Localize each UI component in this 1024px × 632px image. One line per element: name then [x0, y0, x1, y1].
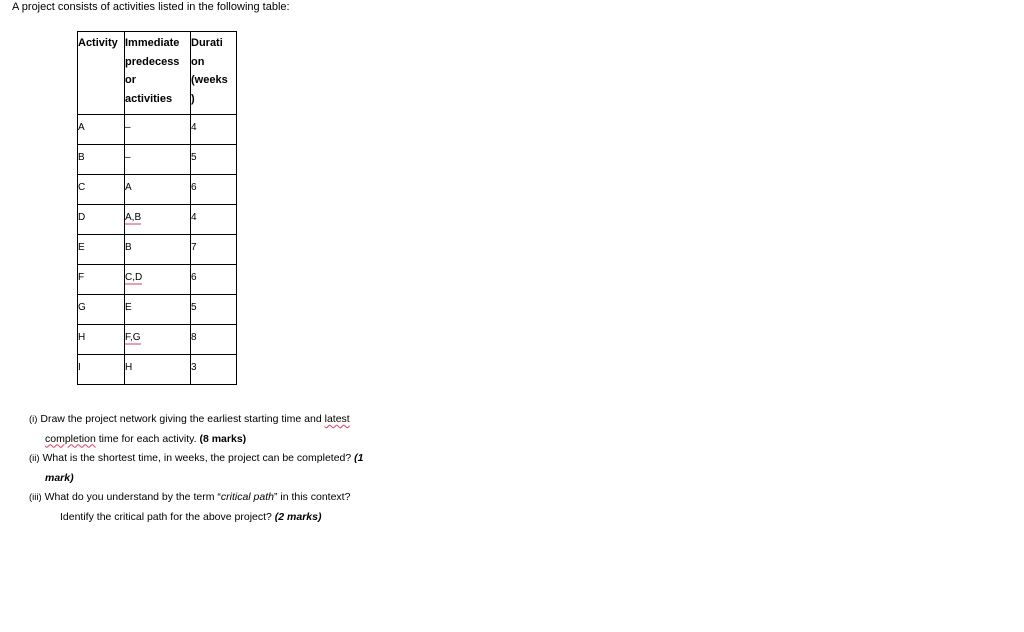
activity-cell-text: B — [78, 152, 85, 163]
table-row — [78, 205, 237, 235]
questions — [29, 410, 364, 527]
duration-cell-text: 8 — [191, 332, 197, 343]
activity-cell-text: G — [78, 302, 86, 313]
duration-cell — [191, 235, 237, 265]
question-2-text: What is the shortest time, in weeks, the project can be completed? — [42, 452, 352, 464]
duration-cell-text: 4 — [191, 212, 197, 223]
header-activity — [78, 32, 125, 115]
activity-cell — [78, 115, 125, 145]
question-3-continued — [29, 508, 364, 528]
question-1-text-end: latest — [324, 413, 350, 425]
activity-cell — [78, 325, 125, 355]
activity-cell-text: H — [78, 332, 86, 343]
activity-cell — [78, 235, 125, 265]
header-duration-line: Durati — [191, 37, 223, 49]
question-2-continued — [29, 469, 364, 489]
activity-cell-text: I — [78, 362, 81, 373]
predecessors-cell — [125, 205, 191, 235]
activity-cell — [78, 145, 125, 175]
question-2-marks-end: mark) — [45, 471, 74, 484]
question-3-text: What do you understand by the term “ — [44, 491, 221, 503]
duration-cell — [191, 115, 237, 145]
table-row — [78, 235, 237, 265]
duration-cell-text: 5 — [191, 302, 197, 313]
question-2 — [29, 449, 364, 469]
duration-cell-text: 4 — [191, 122, 197, 133]
activity-cell — [78, 205, 125, 235]
duration-cell — [191, 325, 237, 355]
header-predecessors-line: or — [125, 74, 136, 86]
question-3-marks: (2 marks) — [274, 510, 322, 523]
predecessors-cell-text: A,B — [125, 212, 142, 223]
activity-cell — [78, 355, 125, 385]
question-3-text-2: Identify the critical path for the above project? — [60, 510, 272, 523]
duration-cell — [191, 205, 237, 235]
activity-cell-text: F — [78, 272, 85, 283]
question-1 — [29, 410, 364, 430]
activity-cell-text: A — [78, 122, 85, 133]
duration-cell — [191, 295, 237, 325]
header-predecessors-line: predecess — [125, 55, 180, 68]
duration-cell — [191, 175, 237, 205]
activity-cell — [78, 265, 125, 295]
activity-cell — [78, 175, 125, 205]
header-duration-line: on — [191, 55, 205, 68]
predecessors-cell — [125, 355, 191, 385]
header-duration-line: ) — [191, 92, 195, 105]
predecessors-cell — [125, 265, 191, 295]
predecessors-cell-text: C,D — [125, 272, 143, 283]
predecessors-cell-text: H — [125, 362, 133, 373]
predecessors-cell-text: A — [125, 182, 132, 193]
predecessors-cell — [125, 145, 191, 175]
predecessors-cell-text: – — [125, 122, 131, 133]
duration-cell — [191, 145, 237, 175]
header-duration-line: (weeks — [191, 74, 228, 86]
question-3-text-end: ” in this context? — [273, 491, 351, 503]
header-predecessors-line: Immediate — [125, 37, 180, 49]
question-1-word: completion — [45, 432, 96, 445]
question-1-text-2: time for each activity. — [98, 432, 197, 445]
duration-cell — [191, 265, 237, 295]
question-1-continued — [29, 430, 364, 450]
predecessors-cell-text: E — [125, 302, 132, 313]
table-row — [78, 265, 237, 295]
table-row — [78, 115, 237, 145]
question-2-numeral: (ii) — [29, 453, 40, 464]
table-header-row — [78, 32, 237, 115]
table-row — [78, 325, 237, 355]
table-row — [78, 295, 237, 325]
predecessors-cell — [125, 175, 191, 205]
activity-cell — [78, 295, 125, 325]
header-activity-line: Activity — [78, 37, 118, 49]
table-body — [78, 115, 237, 385]
predecessors-cell-text: – — [125, 152, 131, 163]
predecessors-cell — [125, 235, 191, 265]
predecessors-cell — [125, 295, 191, 325]
activity-cell-text: D — [78, 212, 86, 223]
question-1-text: Draw the project network giving the earliest starting time and — [40, 413, 322, 425]
duration-cell-text: 3 — [191, 362, 197, 373]
question-1-numeral: (i) — [29, 414, 38, 425]
duration-cell-text: 6 — [191, 182, 197, 193]
intro-text: A project consists of activities listed in the following table: — [12, 1, 290, 13]
table-row — [78, 145, 237, 175]
predecessors-cell-text: B — [125, 242, 132, 253]
question-3-term: critical path — [220, 491, 274, 503]
table-row — [78, 175, 237, 205]
question-2-marks: (1 — [354, 452, 364, 464]
predecessors-cell — [125, 325, 191, 355]
activity-cell-text: E — [78, 242, 85, 253]
question-1-marks: (8 marks) — [199, 432, 247, 445]
duration-cell-text: 5 — [191, 152, 197, 163]
question-3-numeral: (iii) — [29, 492, 42, 503]
duration-cell — [191, 355, 237, 385]
header-predecessors-line: activities — [125, 92, 173, 105]
predecessors-cell-text: F,G — [125, 332, 141, 343]
header-duration — [191, 32, 237, 115]
duration-cell-text: 6 — [191, 272, 197, 283]
table-row — [78, 355, 237, 385]
header-predecessors — [125, 32, 191, 115]
duration-cell-text: 7 — [191, 242, 197, 253]
question-3 — [29, 488, 364, 508]
activities-table — [77, 31, 237, 385]
activity-cell-text: C — [78, 182, 86, 193]
predecessors-cell — [125, 115, 191, 145]
